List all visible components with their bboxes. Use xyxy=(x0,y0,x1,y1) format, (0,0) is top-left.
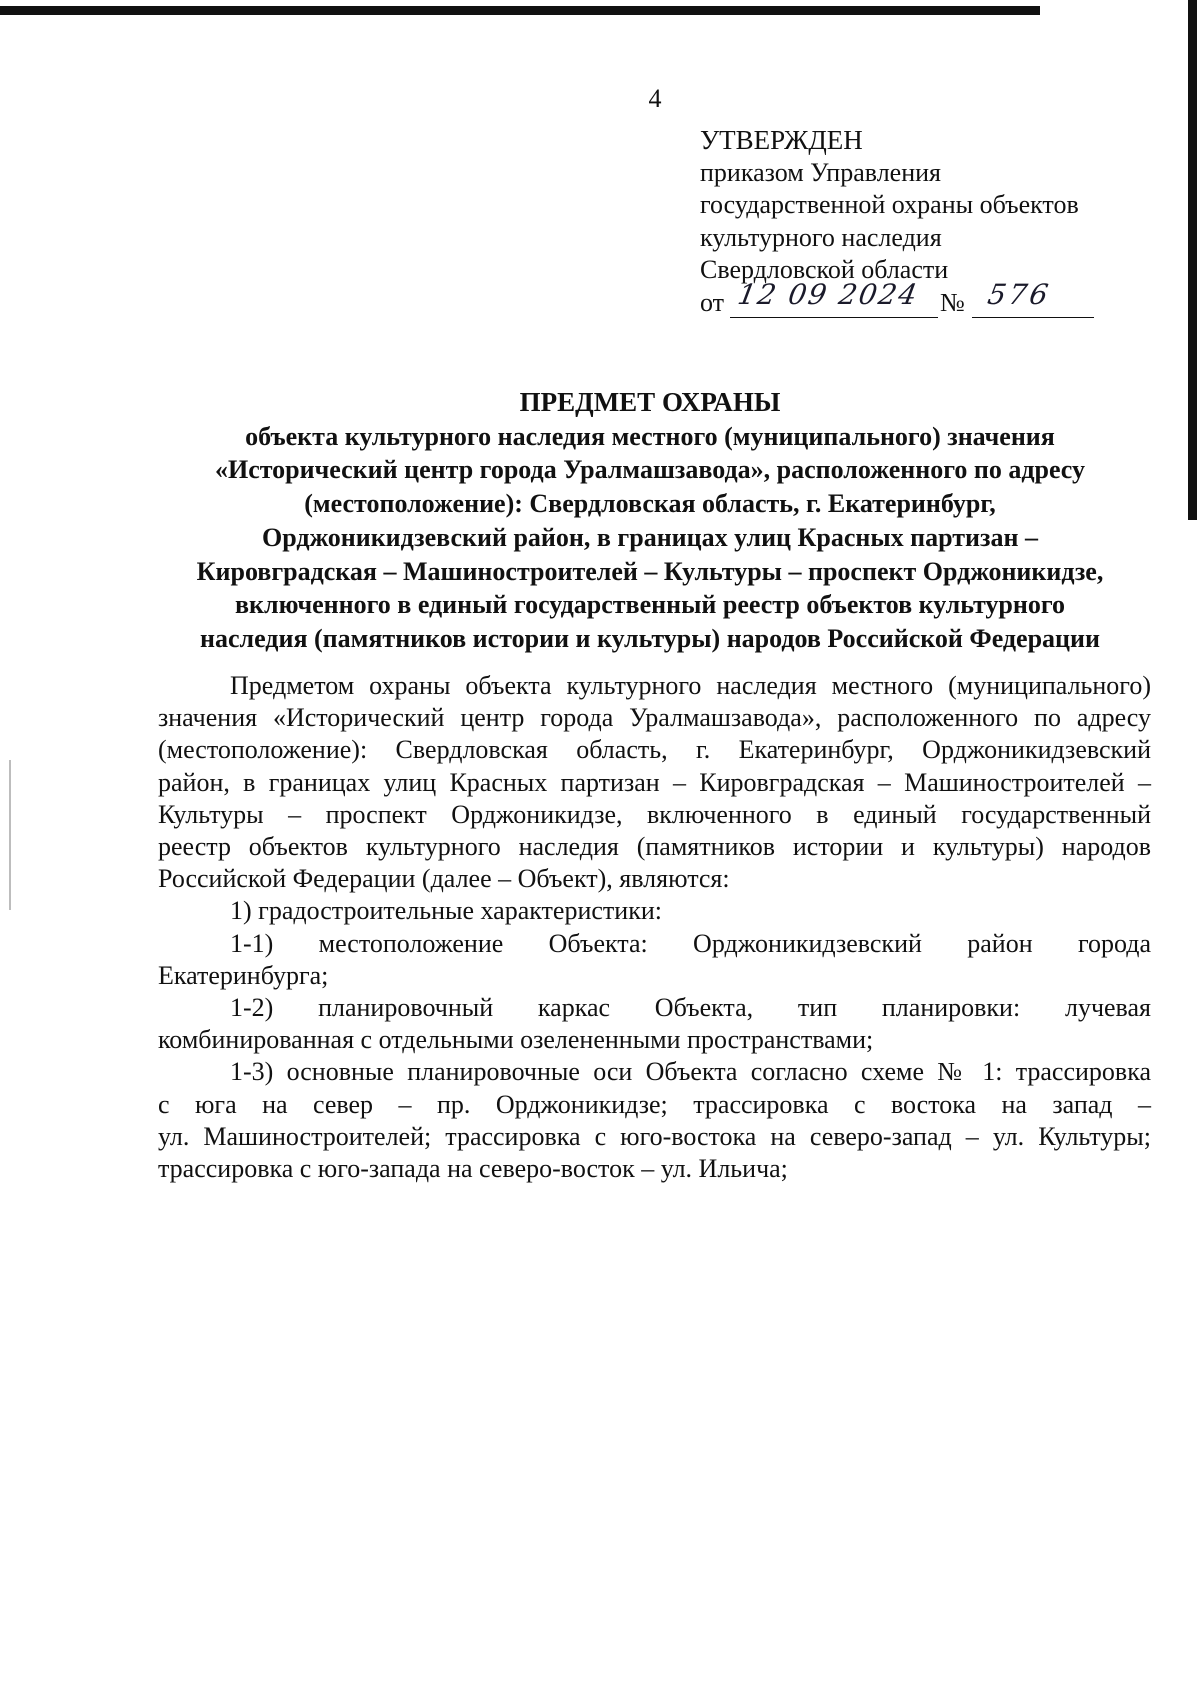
handwritten-date: 12 09 2024 xyxy=(735,277,922,311)
date-label: от xyxy=(700,287,725,317)
number-field xyxy=(972,277,1094,318)
scan-left-mark xyxy=(9,760,11,910)
order-date-number-line xyxy=(700,277,1160,321)
document-title-block xyxy=(150,386,1150,656)
list-item-1-2: 1-2) планировочный каркас Объекта, тип планировки: лучевая xyxy=(230,993,1151,1023)
date-field xyxy=(730,277,938,318)
approval-stamp-block xyxy=(700,124,1160,321)
paragraph-line: Предметом охраны объекта культурного наследия местного (муниципального) xyxy=(230,671,1151,700)
paragraph-line: (местоположение): Свердловская область, г. Екатеринбург, Орджоникидзевский xyxy=(158,735,1151,765)
title-line: Орджоникидзевский район, в границах улиц Красных партизан – xyxy=(262,522,1038,552)
approval-heading: УТВЕРЖДЕН xyxy=(700,125,863,155)
title-line: объекта культурного наследия местного (муниципального) значения xyxy=(245,421,1055,451)
paragraph-line: значения «Исторический центр города Уралмашзавода», расположенного по адресу xyxy=(158,703,1151,733)
list-item-1-3-cont: ул. Машиностроителей; трассировка с юго-востока на северо-запад – ул. Культуры; xyxy=(158,1121,1151,1151)
document-title: ПРЕДМЕТ ОХРАНЫ xyxy=(519,387,781,417)
approval-line: Свердловской области xyxy=(700,255,949,285)
approval-line: приказом Управления xyxy=(700,157,941,187)
handwritten-number: 576 xyxy=(985,277,1054,311)
list-item-1-3: 1-3) основные планировочные оси Объекта согласно схеме № 1: трассировка xyxy=(230,1057,1151,1087)
title-line: (местоположение): Свердловская область, г. Екатеринбург, xyxy=(304,489,996,519)
paragraph-line: Российской Федерации (далее – Объект), являются: xyxy=(158,864,730,894)
scan-top-border xyxy=(0,6,1040,15)
approval-line: культурного наследия xyxy=(700,222,942,252)
paragraph-line: реестр объектов культурного наследия (памятников истории и культуры) народов xyxy=(158,832,1151,862)
title-line: Кировградская – Машиностроителей – Культуры – проспект Орджоникидзе, xyxy=(196,556,1104,586)
title-line: «Исторический центр города Уралмашзавода», расположенного по адресу xyxy=(214,455,1086,485)
title-line: включенного в единый государственный реестр объектов культурного xyxy=(234,590,1066,620)
paragraph-line: район, в границах улиц Красных партизан – Кировградская – Машиностроителей – xyxy=(158,767,1151,797)
list-item-1-1-cont: Екатеринбурга; xyxy=(158,960,329,990)
list-item-1: 1) градостроительные характеристики: xyxy=(230,896,662,926)
list-item-1-2-cont: комбинированная с отдельными озелененными пространствами; xyxy=(158,1025,874,1055)
paragraph-line: Культуры – проспект Орджоникидзе, включенного в единый государственный xyxy=(158,799,1151,829)
scan-right-border xyxy=(1188,0,1197,520)
number-label: № xyxy=(940,287,965,317)
document-body xyxy=(158,670,1151,1185)
list-item-1-1: 1-1) местоположение Объекта: Орджоникидзевский район города xyxy=(230,928,1151,958)
approval-line: государственной охраны объектов xyxy=(700,190,1079,220)
list-item-1-3-cont: с юга на север – пр. Орджоникидзе; трассировка с востока на запад – xyxy=(158,1089,1151,1119)
page-number: 4 xyxy=(648,84,662,113)
list-item-1-3-cont: трассировка с юго-запада на северо-восток – ул. Ильича; xyxy=(158,1154,788,1184)
title-line: наследия (памятников истории и культуры) народов Российской Федерации xyxy=(200,623,1100,653)
